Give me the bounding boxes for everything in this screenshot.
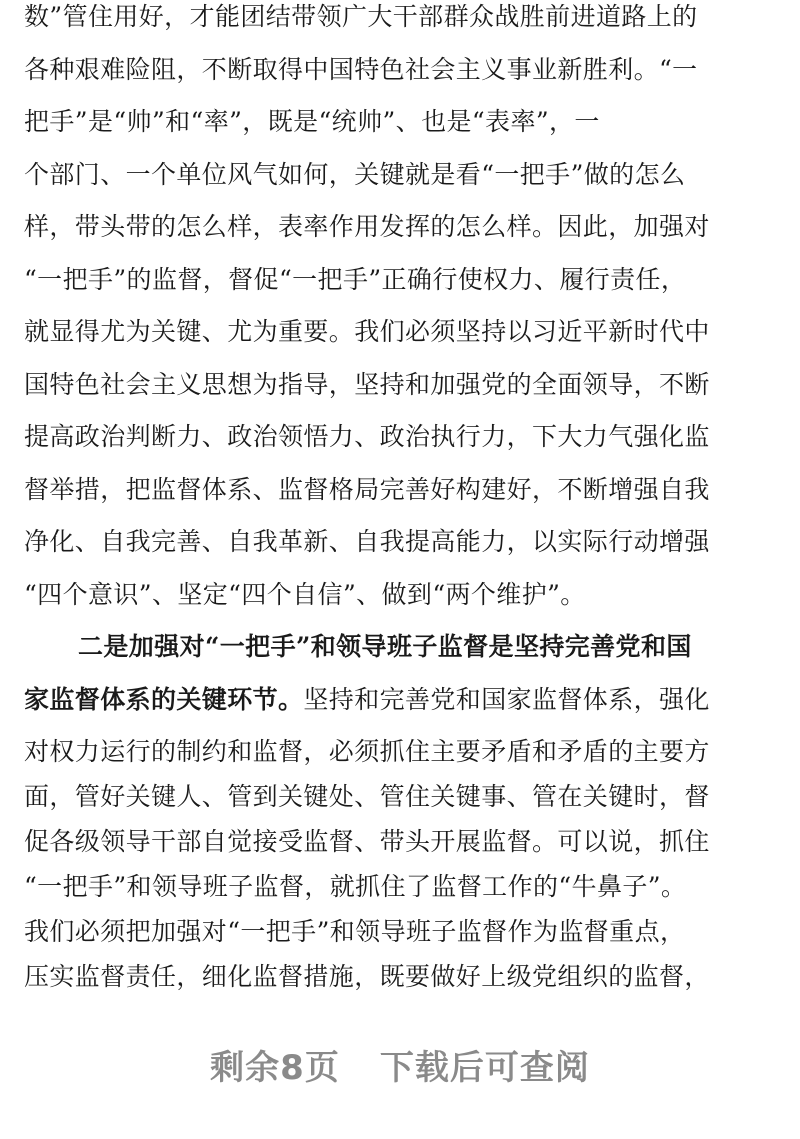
text-line: 对权力运行的制约和监督，必须抓住主要矛盾和矛盾的主要方 — [24, 737, 710, 766]
remaining-pages-label: 剩余8页 — [210, 1048, 340, 1088]
text-line: 督举措，把监督体系、监督格局完善好构建好，不断增强自我 — [24, 475, 710, 504]
text-line: “一把手”的监督，督促“一把手”正确行使权力、履行责任， — [24, 265, 687, 294]
text-line: 各种艰难险阻，不断取得中国特色社会主义事业新胜利。“一 — [24, 55, 698, 84]
text-line: 就显得尤为关键、尤为重要。我们必须坚持以习近平新时代中 — [24, 317, 710, 346]
text-line: 样，带头带的怎么样，表率作用发挥的怎么样。因此，加强对 — [24, 212, 710, 241]
section-heading: 二是加强对“一把手”和领导班子监督是坚持完善党和国 — [78, 632, 692, 661]
text-line: 促各级领导干部自觉接受监督、带头开展监督。可以说，抓住 — [24, 827, 710, 856]
text-line: 提高政治判断力、政治领悟力、政治执行力，下大力气强化监 — [24, 422, 710, 451]
text-line: “四个意识”、坚定“四个自信”、做到“两个维护”。 — [24, 580, 586, 609]
download-prompt[interactable] — [0, 1040, 800, 1089]
text-span: 坚持和完善党和国家监督体系，强化 — [303, 685, 710, 714]
text-line: 国特色社会主义思想为指导，坚持和加强党的全面领导，不断 — [24, 370, 710, 399]
text-line: 数”管住用好，才能团结带领广大干部群众战胜前进道路上的 — [24, 2, 698, 31]
text-line: 个部门、一个单位风气如何，关键就是看“一把手”做的怎么 — [24, 160, 686, 189]
text-line-mixed — [24, 685, 784, 715]
text-line: “一把手”和领导班子监督，就抓住了监督工作的“牛鼻子”。 — [24, 872, 687, 901]
section-heading-continued: 家监督体系的关键环节。 — [24, 685, 304, 714]
text-line: 面，管好关键人、管到关键处、管住关键事、管在关键时，督 — [24, 782, 710, 811]
text-line: 我们必须把加强对“一把手”和领导班子监督作为监督重点， — [24, 917, 686, 946]
download-to-view-label: 下载后可查阅 — [379, 1048, 590, 1088]
text-line: 净化、自我完善、自我革新、自我提高能力，以实际行动增强 — [24, 527, 710, 556]
text-line: 把手”是“帅”和“率”，既是“统帅”、也是“表率”，一 — [24, 107, 600, 136]
text-line: 压实监督责任，细化监督措施，既要做好上级党组织的监督， — [24, 962, 710, 991]
